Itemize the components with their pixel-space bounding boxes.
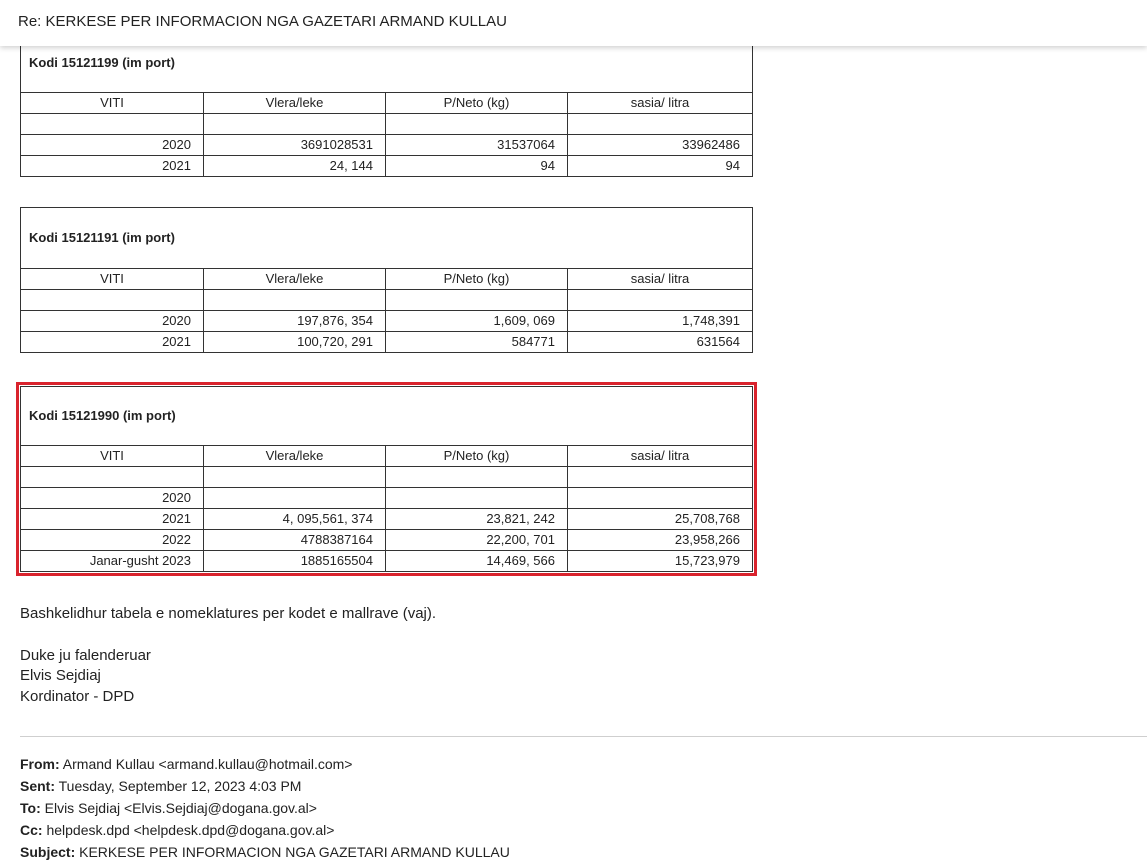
table-cell: Janar-gusht 2023 (21, 551, 204, 571)
column-header: P/Neto (kg) (386, 93, 568, 113)
table-cell: 1,748,391 (682, 313, 740, 328)
table-row (21, 551, 752, 571)
table-title-row (21, 208, 752, 269)
from-value[interactable]: Armand Kullau <armand.kullau@hotmail.com> (62, 756, 353, 772)
column-header: P/Neto (kg) (386, 269, 568, 289)
table-cell (568, 290, 752, 310)
table-cell (386, 488, 568, 508)
table-cell: 584771 (386, 332, 568, 352)
table-cell: 2021 (21, 332, 204, 352)
table-kodi-15121199 (20, 40, 753, 177)
column-header: VITI (21, 269, 204, 289)
from-label: From: (20, 756, 60, 772)
table-cell (386, 467, 568, 487)
table-header-row (21, 269, 752, 290)
table-cell: 23,958,266 (674, 532, 740, 547)
cc-value[interactable]: helpdesk.dpd <helpdesk.dpd@dogana.gov.al> (46, 822, 335, 838)
column-header: P/Neto (kg) (386, 446, 568, 466)
table-cell (568, 488, 752, 508)
table-cell: 94 (725, 158, 740, 173)
table-row (21, 311, 752, 332)
column-header: Vlera/leke (204, 269, 386, 289)
table-title: Kodi 15121191 (im port) (29, 230, 175, 245)
table-cell (568, 114, 752, 134)
subject-value: KERKESE PER INFORMACION NGA GAZETARI ARMAND KULLAU (79, 844, 510, 860)
table-cell: 100,720, 291 (204, 332, 386, 352)
table-title: Kodi 15121990 (im port) (29, 408, 176, 423)
table-title: Kodi 15121199 (im port) (29, 55, 175, 70)
email-subject-title: Re: KERKESE PER INFORMACION NGA GAZETARI ARMAND KULLAU (18, 13, 507, 30)
column-header: sasia/ litra (630, 448, 690, 463)
table-header-row (21, 93, 752, 114)
table-cell: 4, 095,561, 374 (204, 509, 386, 529)
cc-line (20, 819, 334, 841)
table-cell: 3691028531 (204, 135, 386, 155)
table-cell (21, 114, 204, 134)
table-cell: 94 (386, 156, 568, 176)
column-header: VITI (21, 93, 204, 113)
table-cell: 631564 (696, 334, 740, 349)
table-cell: 14,469, 566 (386, 551, 568, 571)
table-cell (204, 488, 386, 508)
table-row (21, 467, 752, 488)
table-cell: 25,708,768 (674, 511, 740, 526)
table-row (21, 488, 752, 509)
table-row (21, 135, 752, 156)
table-cell: 1885165504 (204, 551, 386, 571)
table-cell (204, 290, 386, 310)
message-divider (20, 736, 1147, 737)
table-cell: 197,876, 354 (204, 311, 386, 331)
table-row (21, 290, 752, 311)
closing-text: Duke ju falenderuar (20, 647, 151, 664)
signature-name: Elvis Sejdiaj (20, 667, 101, 684)
subject-line (20, 841, 510, 863)
table-cell: 2021 (21, 156, 204, 176)
column-header: sasia/ litra (630, 95, 690, 110)
subject-bar (0, 0, 1147, 46)
signature-role: Kordinator - DPD (20, 688, 135, 705)
subject-label: Subject: (20, 844, 76, 860)
table-cell: 15,723,979 (674, 553, 740, 568)
table-row (21, 156, 752, 176)
table-cell: 2022 (21, 530, 204, 550)
attachment-note: Bashkelidhur tabela e nomeklatures per kodet e mallrave (vaj). (20, 605, 437, 622)
table-row (21, 114, 752, 135)
table-cell: 2020 (21, 135, 204, 155)
column-header: Vlera/leke (204, 93, 386, 113)
column-header: sasia/ litra (630, 271, 690, 286)
table-cell: 1,609, 069 (386, 311, 568, 331)
to-line (20, 797, 317, 819)
to-label: To: (20, 800, 41, 816)
table-cell: 2021 (21, 509, 204, 529)
sent-value: Tuesday, September 12, 2023 4:03 PM (58, 778, 302, 794)
cc-label: Cc: (20, 822, 43, 838)
table-cell: 24, 144 (204, 156, 386, 176)
table-cell: 33962486 (682, 137, 740, 152)
sent-line (20, 775, 301, 797)
table-cell: 4788387164 (204, 530, 386, 550)
table-cell (204, 114, 386, 134)
from-line (20, 753, 352, 775)
table-cell: 2020 (21, 488, 204, 508)
table-row (21, 530, 752, 551)
column-header: Vlera/leke (204, 446, 386, 466)
to-value[interactable]: Elvis Sejdiaj <Elvis.Sejdiaj@dogana.gov.al> (44, 800, 317, 816)
table-cell (204, 467, 386, 487)
table-cell: 31537064 (386, 135, 568, 155)
table-kodi-15121990 (20, 386, 753, 572)
table-kodi-15121191 (20, 207, 753, 353)
table-cell (386, 290, 568, 310)
table-cell: 22,200, 701 (386, 530, 568, 550)
sent-label: Sent: (20, 778, 55, 794)
table-cell (21, 290, 204, 310)
column-header: VITI (21, 446, 204, 466)
table-row (21, 332, 752, 352)
table-cell (21, 467, 204, 487)
table-title-row (21, 387, 752, 446)
table-header-row (21, 446, 752, 467)
table-cell (386, 114, 568, 134)
table-row (21, 509, 752, 530)
table-cell: 2020 (21, 311, 204, 331)
table-cell (568, 467, 752, 487)
table-cell: 23,821, 242 (386, 509, 568, 529)
table-title-row (21, 41, 752, 93)
